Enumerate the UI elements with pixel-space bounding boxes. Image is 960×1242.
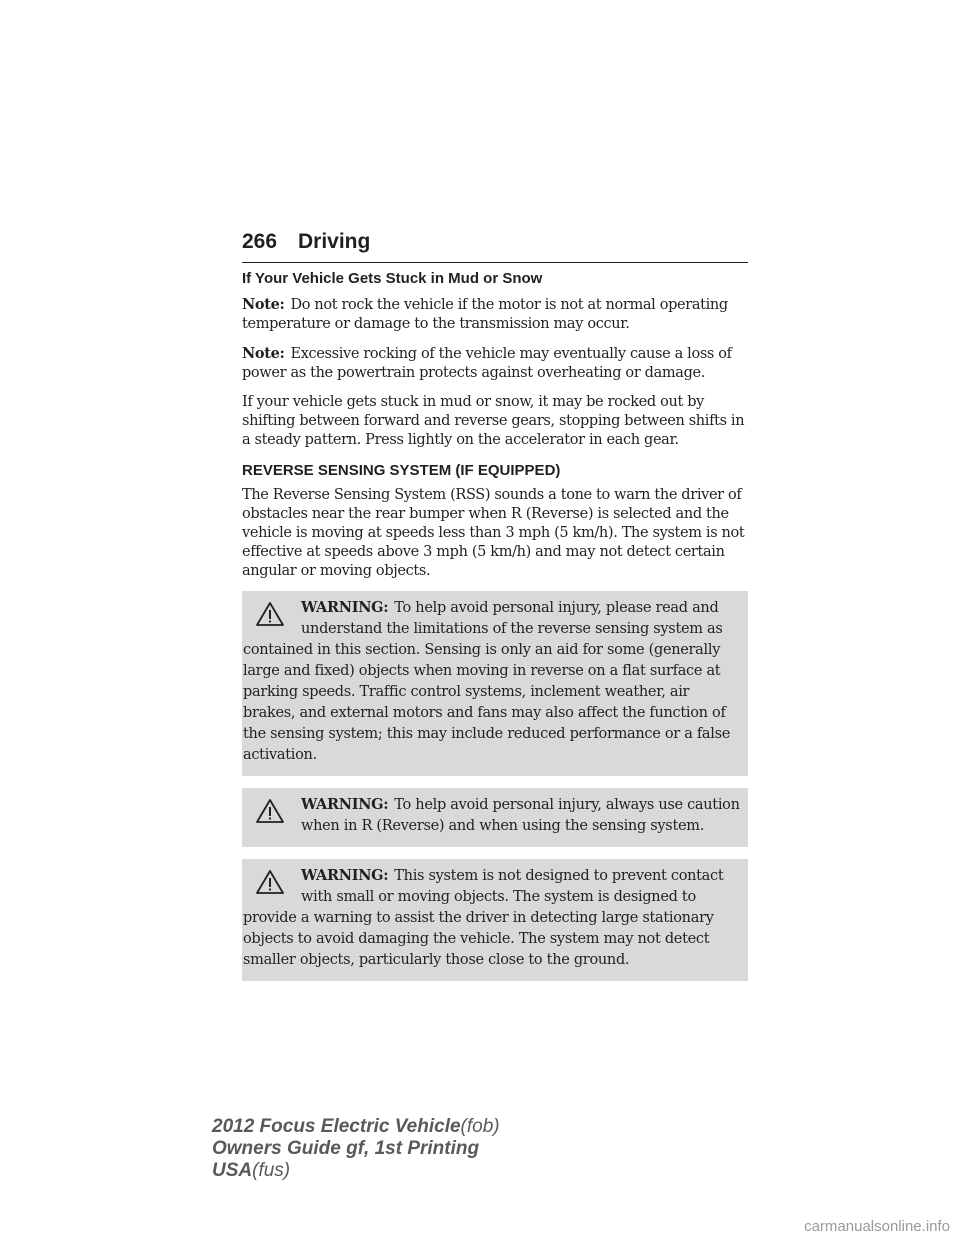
warning-triangle-icon [255, 798, 285, 824]
warning-box [242, 859, 748, 981]
warning-triangle-icon [255, 869, 285, 895]
warning-text [243, 865, 744, 971]
warning-body: To help avoid personal injury, please read and understand the limitations of the reverse sensing system as contained in this section. Sensing is only an aid for some (generally large and fixed) objects when moving in reverse on a flat surface at parking speeds. Traffic control systems, inclement weather, air brakes, and external motors and fans may also affect the function of the sensing system; this may include reduced performance or a false activation. [243, 600, 731, 763]
note-text: Do not rock the vehicle if the motor is not at normal operating temperature or damage to the transmission may occur. [242, 297, 728, 332]
note-rocking [242, 344, 748, 383]
note-text: Excessive rocking of the vehicle may eventually cause a loss of power as the powertrain protects against overheating or damage. [242, 346, 732, 381]
note-temperature [242, 295, 748, 334]
footer-code: (fob) [460, 1116, 500, 1137]
warning-label: WARNING: [301, 867, 389, 884]
stuck-heading: If Your Vehicle Gets Stuck in Mud or Snow [242, 270, 543, 287]
footer-vehicle: 2012 Focus Electric Vehicle [212, 1116, 461, 1137]
chapter-title: Driving [298, 230, 371, 253]
warning-triangle-icon [255, 601, 285, 627]
note-label: Note: [242, 296, 285, 313]
page-number: 266 [242, 230, 278, 253]
warning-box [242, 591, 748, 776]
footer-guide: Owners Guide gf, 1st Printing [212, 1138, 480, 1159]
warning-text [243, 794, 744, 837]
footer-line [212, 1160, 500, 1182]
note-label: Note: [242, 345, 285, 362]
rss-paragraph: The Reverse Sensing System (RSS) sounds a tone to warn the driver of obstacles near the rear bumper when R (Reverse) is selected and the vehicle is moving at speeds less than 3 mph (5 km/h). The system is not effective at speeds above 3 mph (5 km/h) and may not detect certain angular or moving objects. [242, 487, 745, 579]
warning-box [242, 788, 748, 847]
footer-line [212, 1138, 500, 1160]
stuck-paragraph: If your vehicle gets stuck in mud or snow, it may be rocked out by shifting between forward and reverse gears, stopping between shifts in a steady pattern. Press lightly on the accelerator in each gear. [242, 394, 745, 448]
warning-label: WARNING: [301, 599, 389, 616]
page-content [242, 270, 748, 993]
watermark: carmanualsonline.info [804, 1218, 950, 1235]
warning-body: This system is not designed to prevent contact with small or moving objects. The system is designed to provide a warning to assist the driver in detecting large stationary objects to avoid damaging the vehicle. The system may not detect smaller objects, particularly those close to the ground. [243, 868, 724, 968]
document-footer [212, 1116, 500, 1182]
footer-code: (fus) [252, 1160, 291, 1181]
warning-label: WARNING: [301, 796, 389, 813]
rss-heading: REVERSE SENSING SYSTEM (IF EQUIPPED) [242, 462, 561, 479]
warning-text [243, 597, 744, 766]
warning-body: To help avoid personal injury, always use caution when in R (Reverse) and when using the sensing system. [301, 797, 740, 834]
footer-market: USA [212, 1160, 253, 1181]
page-header [242, 230, 748, 263]
footer-line [212, 1116, 500, 1138]
